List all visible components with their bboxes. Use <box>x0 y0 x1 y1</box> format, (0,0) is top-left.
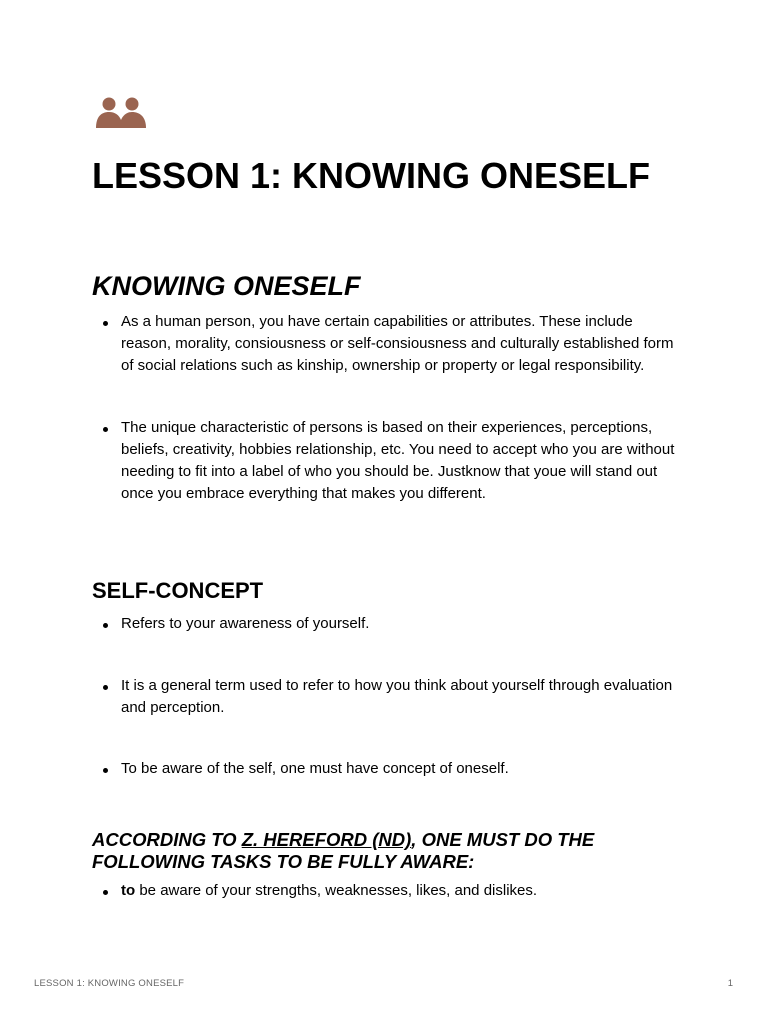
section-heading-according <box>92 829 692 873</box>
page-number: 1 <box>727 978 733 989</box>
list-item: It is a general term used to refer to how you think about yourself through evaluation and perception. <box>92 675 682 719</box>
heading-prefix: ACCORDING TO <box>92 829 242 850</box>
page-title: LESSON 1: KNOWING ONESELF <box>92 155 651 196</box>
list-item-text: be aware of your strengths, weaknesses, likes, and dislikes. <box>135 882 538 899</box>
knowing-oneself-list <box>92 311 682 505</box>
section-heading-knowing-oneself: KNOWING ONESELF <box>92 271 361 301</box>
citation-link[interactable]: Z. HEREFORD (ND) <box>241 829 412 850</box>
self-concept-list <box>92 613 682 780</box>
footer-title: LESSON 1: KNOWING ONESELF <box>34 978 185 989</box>
list-item <box>92 880 682 902</box>
list-item: The unique characteristic of persons is based on their experiences, perceptions, beliefs, creativity, hobbies relationship, etc. You need to accept who you are without needing to fit into a label of who you should be. Justknow that youe will stand out once you embrace everything that makes you different. <box>92 417 682 505</box>
section-heading-self-concept: SELF-CONCEPT <box>92 578 264 603</box>
heading-suffix: , ONE MUST DO THE FOLLOWING TASKS TO BE FULLY AWARE: <box>92 829 595 872</box>
list-item: As a human person, you have certain capabilities or attributes. These include reason, morality, consiousness or self-consiousness and culturally established form of social relations such as kinship, ownership or property or legal responsibility. <box>92 311 682 377</box>
list-item: Refers to your awareness of yourself. <box>92 613 682 635</box>
list-item: To be aware of the self, one must have concept of oneself. <box>92 758 682 780</box>
tasks-list <box>92 880 682 902</box>
people-icon <box>95 95 147 129</box>
list-item-bold: to <box>121 882 136 899</box>
